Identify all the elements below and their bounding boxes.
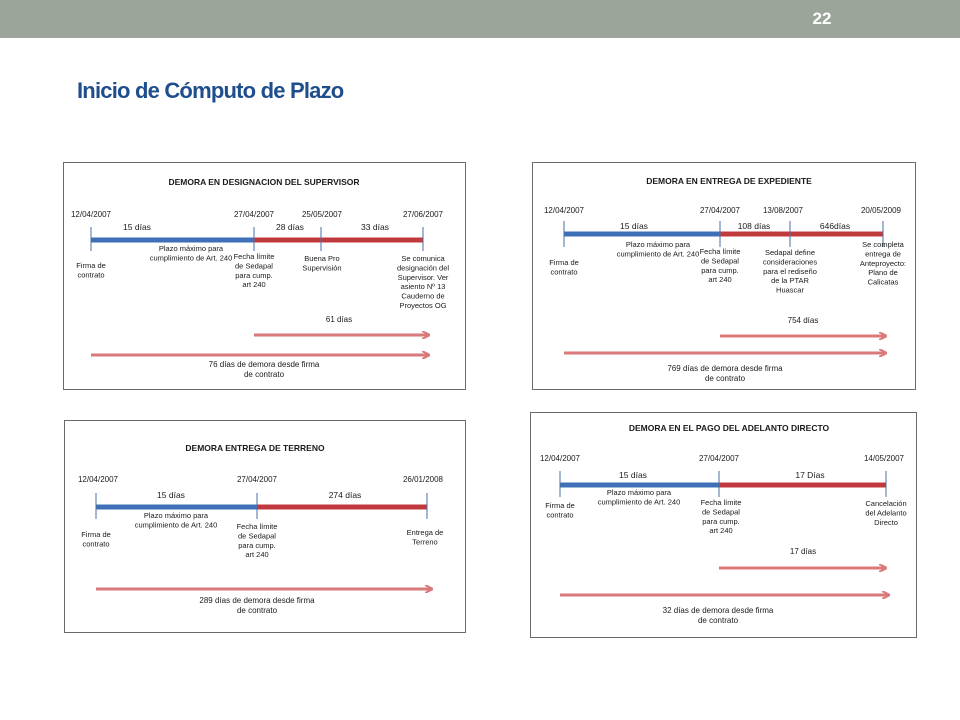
delay-arrow-label [667, 364, 783, 383]
milestone-label [150, 244, 233, 262]
delay-arrow-label [790, 547, 816, 556]
milestone-label-line: para cump. [702, 516, 740, 526]
milestone-label-line: Entrega de [406, 528, 444, 537]
timeline-date: 27/04/2007 [698, 454, 740, 463]
milestone-label-line: entrega de [865, 249, 901, 259]
milestone-label [860, 240, 906, 287]
delay-arrow-label [663, 606, 774, 625]
milestone-label-line: Proyectos OG [399, 300, 447, 310]
milestone-label-line: para cump. [238, 540, 276, 550]
delay-arrow-label [788, 316, 819, 325]
delay-arrow-label-line: de contrato [243, 370, 285, 379]
milestone-label-line: art 240 [242, 280, 266, 290]
milestone-label [237, 522, 278, 559]
milestone-label-line: Se comunica [401, 254, 445, 263]
milestone-label [865, 499, 906, 527]
milestone-label-line: de Sedapal [238, 531, 276, 541]
delay-arrow-label-line: de contrato [704, 374, 746, 383]
delay-arrow-label [209, 360, 320, 379]
milestone-label [135, 511, 218, 529]
milestone-label [598, 488, 681, 506]
milestone-label-line: Firma de [81, 530, 111, 539]
milestone-label-line: Huascar [776, 285, 804, 295]
page-title: Inicio de Cómputo de Plazo [77, 78, 344, 103]
milestone-label-line: Plano de [868, 268, 898, 278]
milestone-label-line: Firma de [545, 501, 575, 510]
milestone-label-line: art 240 [708, 275, 732, 285]
milestone-label-line: Cauderno de [401, 291, 445, 301]
milestone-label [617, 240, 700, 258]
timeline-date: 14/05/2007 [863, 454, 905, 463]
milestone-label-line: Firma de [76, 261, 106, 270]
milestone-label-line: Fecha límite [236, 522, 278, 531]
timeline-date: 27/04/2007 [699, 206, 741, 215]
timeline-date: 12/04/2007 [77, 475, 119, 484]
milestone-label-line: contrato [82, 539, 110, 549]
timeline-date: 13/08/2007 [762, 206, 804, 215]
milestone-label-line: Sedapal define [764, 248, 816, 257]
timeline-date: 27/06/2007 [402, 210, 444, 219]
diagram-title: DEMORA EN DESIGNACION DEL SUPERVISOR [168, 177, 360, 187]
milestone-label-line: Buena Pro [304, 254, 340, 263]
milestone-label [545, 501, 575, 519]
milestone-label [397, 254, 449, 310]
delay-arrow-label-line: de contrato [697, 616, 739, 625]
delay-arrow-label-line: de contrato [236, 606, 278, 615]
milestone-label-line: cumplimiento de Art. 240 [134, 520, 218, 530]
milestone-label-line: designación del [396, 263, 450, 273]
milestone-label [234, 252, 275, 289]
diagram-supervisor-delay-svg [64, 163, 467, 391]
diagram-advance-payment-delay-svg [531, 413, 918, 639]
milestone-label-line: cumplimiento de Art. 240 [616, 249, 700, 259]
segment-duration: 15 días [123, 222, 151, 232]
diagram-title: DEMORA ENTREGA DE TERRENO [185, 443, 325, 453]
segment-duration: 274 días [328, 490, 362, 500]
segment-duration: 28 días [276, 222, 304, 232]
milestone-label-line: Supervisión [302, 263, 342, 273]
milestone-label [302, 254, 341, 272]
milestone-label-line: para cump. [701, 265, 739, 275]
delay-arrow-label-line: 32 días de demora desde firma [662, 606, 774, 615]
milestone-label-line: Fecha límite [700, 498, 742, 507]
delay-arrow-label-line: 769 días de demora desde firma [667, 364, 783, 373]
timeline-date: 12/04/2007 [543, 206, 585, 215]
milestone-label-line: Cancelación [865, 499, 907, 508]
milestone-label-line: contrato [546, 510, 574, 520]
milestone-label-line: Plazo máximo para [158, 244, 224, 253]
timeline-date: 27/04/2007 [233, 210, 275, 219]
delay-arrow-label-line: 289 días de demora desde firma [199, 596, 315, 605]
milestone-label-line: Fecha límite [699, 247, 741, 256]
milestone-label [549, 258, 579, 276]
diagram-file-delivery-delay [532, 162, 916, 390]
milestone-label-line: de la PTAR [771, 276, 809, 286]
timeline-date: 12/04/2007 [539, 454, 581, 463]
milestone-label-line: de Sedapal [702, 507, 740, 517]
milestone-label-line: contrato [550, 267, 578, 277]
delay-arrow-label-line: 17 días [789, 547, 817, 556]
milestone-label [76, 261, 106, 279]
delay-arrow-label [326, 315, 352, 324]
milestone-label-line: Directo [874, 517, 898, 527]
milestone-label-line: consideraciones [762, 257, 818, 267]
diagram-land-delivery-delay-svg [65, 421, 467, 634]
diagram-land-delivery-delay [64, 420, 466, 633]
delay-arrow-label [199, 596, 315, 615]
segment-duration: 15 días [620, 221, 648, 231]
milestone-label-line: contrato [77, 270, 105, 280]
delay-arrow-label-line: 61 días [325, 315, 353, 324]
segment-duration: 33 días [361, 222, 389, 232]
milestone-label-line: Se completa [862, 240, 904, 249]
milestone-label-line: art 240 [709, 526, 733, 536]
milestone-label [81, 530, 111, 548]
milestone-label-line: para el rediseño [763, 266, 817, 276]
milestone-label-line: cumplimiento de Art. 240 [597, 497, 681, 507]
milestone-label [701, 498, 742, 535]
milestone-label-line: de Sedapal [235, 261, 273, 271]
milestone-label-line: del Adelanto [865, 508, 907, 518]
milestone-label-line: Anteproyecto: [859, 258, 907, 268]
milestone-label-line: para cump. [235, 270, 273, 280]
milestone-label-line: Terreno [412, 537, 438, 547]
segment-duration: 17 Días [795, 470, 825, 480]
slide-number: 22 [812, 9, 832, 28]
milestone-label-line: Supervisor. Ver [397, 272, 449, 282]
milestone-label-line: art 240 [245, 550, 269, 560]
delay-arrow-label-line: 754 días [787, 316, 819, 325]
timeline-date: 12/04/2007 [70, 210, 112, 219]
milestone-label [700, 247, 741, 284]
milestone-label-line: asiento Nº 13 [400, 282, 446, 292]
diagram-supervisor-delay [63, 162, 466, 390]
timeline-date: 27/04/2007 [236, 475, 278, 484]
milestone-label-line: Firma de [549, 258, 579, 267]
milestone-label [407, 528, 444, 546]
milestone-label-line: Calicatas [867, 277, 899, 287]
diagram-title: DEMORA EN EL PAGO DEL ADELANTO DIRECTO [628, 423, 830, 433]
timeline-date: 20/05/2009 [860, 206, 902, 215]
segment-duration: 15 días [619, 470, 647, 480]
milestone-label [763, 248, 817, 295]
segment-duration: 108 días [737, 221, 771, 231]
timeline-date: 25/05/2007 [301, 210, 343, 219]
milestone-label-line: Plazo máximo para [606, 488, 672, 497]
milestone-label-line: Plazo máximo para [625, 240, 691, 249]
delay-arrow-label-line: 76 días de demora desde firma [208, 360, 320, 369]
diagram-file-delivery-delay-svg [533, 163, 917, 391]
milestone-label-line: cumplimiento de Art. 240 [149, 253, 233, 263]
milestone-label-line: Fecha límite [233, 252, 275, 261]
milestone-label-line: de Sedapal [701, 256, 739, 266]
segment-duration: 646días [819, 221, 851, 231]
diagram-title: DEMORA EN ENTREGA DE EXPEDIENTE [646, 176, 812, 186]
timeline-date: 26/01/2008 [402, 475, 444, 484]
diagram-advance-payment-delay [530, 412, 917, 638]
segment-duration: 15 días [157, 490, 185, 500]
milestone-label-line: Plazo máximo para [143, 511, 209, 520]
